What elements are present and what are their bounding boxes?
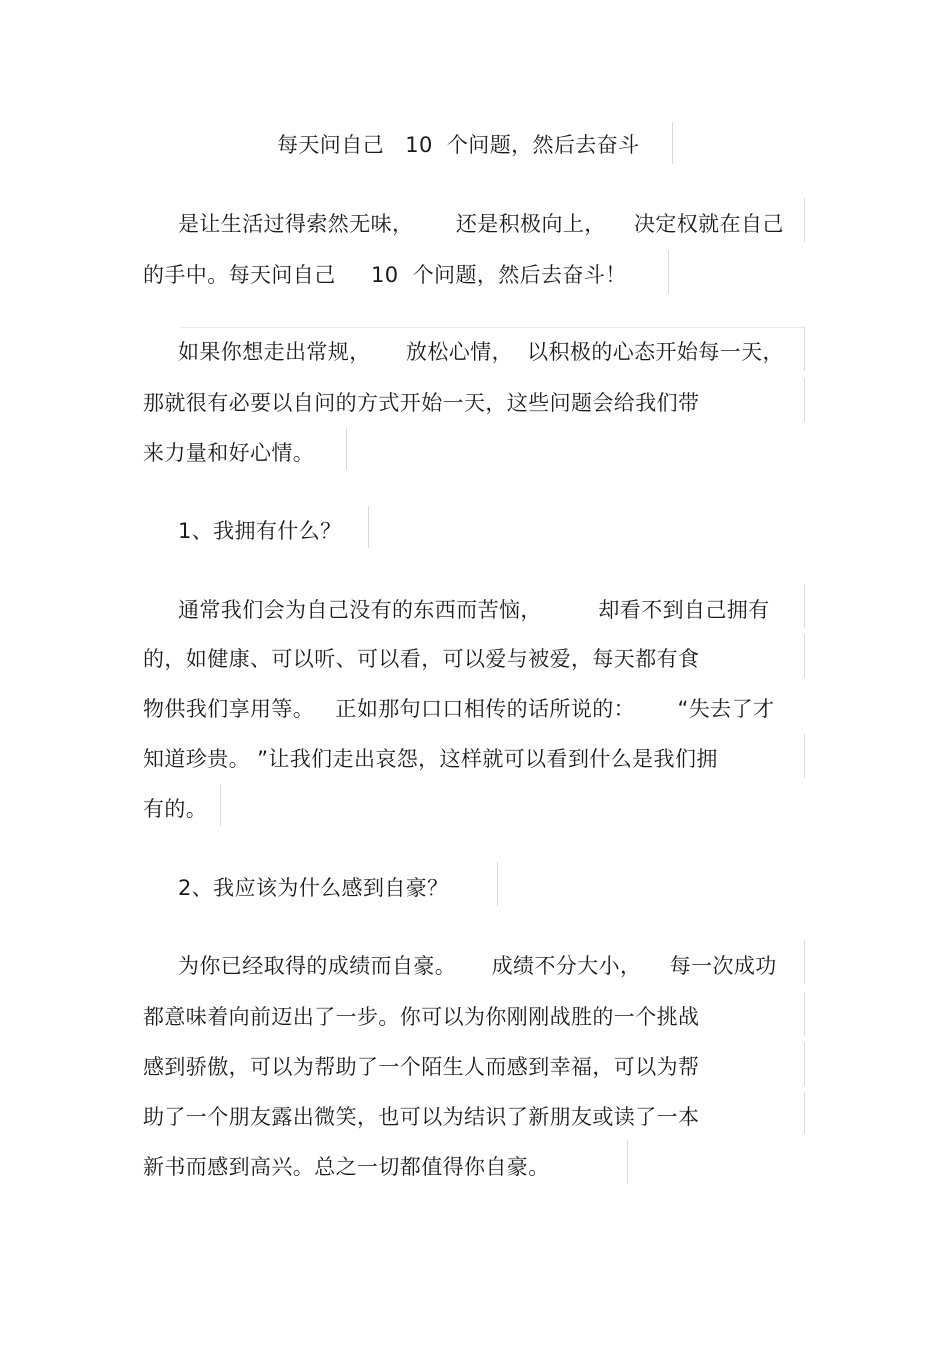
divider <box>804 198 805 242</box>
q2-line-2: 都意味着向前迈出了一步。你可以为你刚刚战胜的一个挑战 <box>143 1005 700 1029</box>
divider <box>627 1140 628 1184</box>
question-2-heading: 2、我应该为什么感到自豪？ <box>178 876 449 900</box>
q2-line-4: 助了一个朋友露出微笑，也可以为结识了新朋友或读了一本 <box>143 1105 700 1129</box>
para1-line-3: 来力量和好心情。 <box>143 441 315 465</box>
divider <box>804 734 805 778</box>
q1-line-3: 物供我们享用等。 正如那句口口相传的话所说的： “失去了才 <box>143 697 775 721</box>
divider <box>668 250 669 294</box>
intro-line-2: 的手中。每天问自己 10 个问题，然后去奋斗！ <box>143 263 627 287</box>
q1-line-4: 知道珍贵。 ”让我们走出哀怨，这样就可以看到什么是我们拥 <box>143 747 718 771</box>
divider <box>804 1042 805 1086</box>
divider <box>672 122 673 164</box>
q2-line-3: 感到骄傲，可以为帮助了一个陌生人而感到幸福，可以为帮 <box>143 1055 700 1079</box>
divider <box>804 940 805 984</box>
divider <box>346 428 347 470</box>
q2-line-1: 为你已经取得的成绩而自豪。 成绩不分大小， 每一次成功 <box>178 954 777 978</box>
intro-line-1: 是让生活过得索然无味， 还是积极向上， 决定权就在自己 <box>178 212 784 236</box>
divider <box>804 584 805 628</box>
para1-line-2: 那就很有必要以自问的方式开始一天，这些问题会给我们带 <box>143 391 700 415</box>
q1-line-1: 通常我们会为自己没有的东西而苦恼， 却看不到自己拥有 <box>178 598 770 622</box>
divider <box>220 784 221 826</box>
para1-line-1: 如果你想走出常规， 放松心情， 以积极的心态开始每一天， <box>178 340 784 364</box>
question-1-heading: 1、我拥有什么？ <box>178 519 342 543</box>
divider <box>804 634 805 678</box>
divider <box>804 992 805 1036</box>
page-title: 每天问自己 10 个问题，然后去奋斗 <box>277 133 640 157</box>
q1-line-5: 有的。 <box>143 797 208 821</box>
divider <box>804 1092 805 1134</box>
divider <box>180 327 804 328</box>
divider <box>368 506 369 548</box>
q2-line-5: 新书而感到高兴。总之一切都值得你自豪。 <box>143 1155 550 1179</box>
divider <box>497 862 498 906</box>
q1-line-2: 的，如健康、可以听、可以看，可以爱与被爱，每天都有食 <box>143 647 700 671</box>
divider <box>804 327 805 371</box>
divider <box>804 378 805 422</box>
